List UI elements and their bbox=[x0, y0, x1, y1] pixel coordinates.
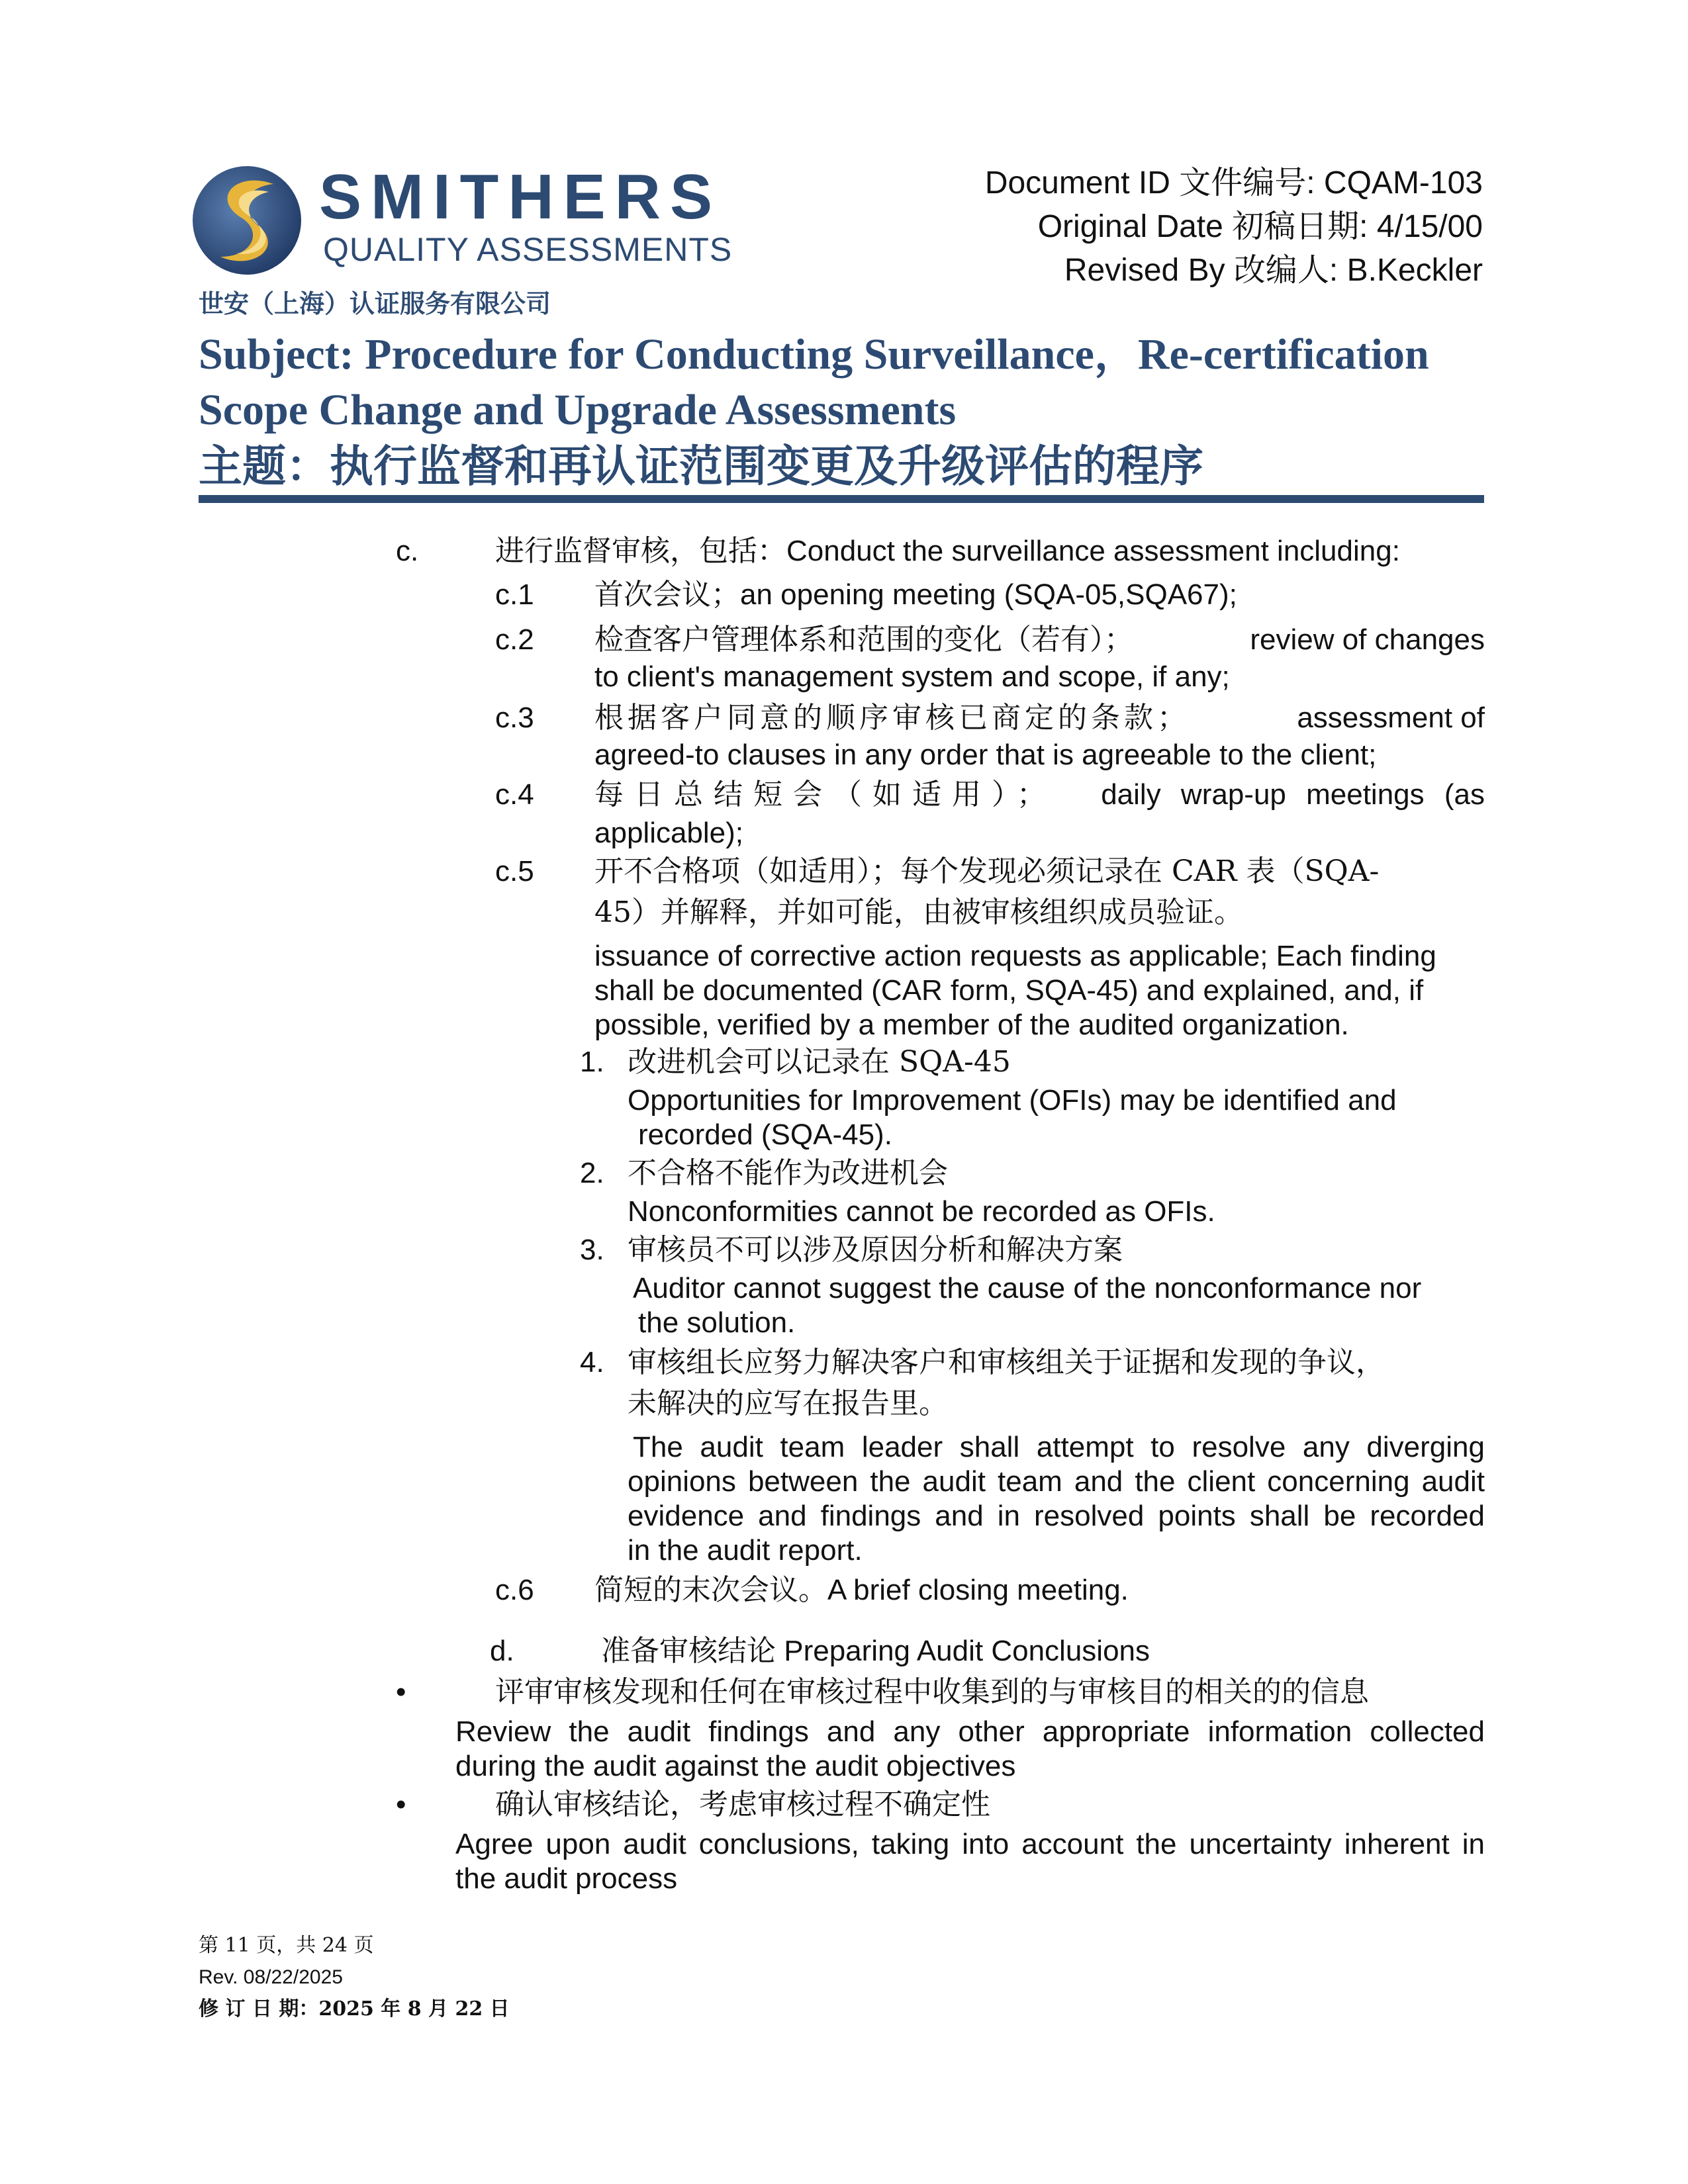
item-c5-label: c.5 bbox=[495, 855, 534, 887]
subitem-3-en-line1: Auditor cannot suggest the cause of the nonconformance nor bbox=[633, 1272, 1422, 1304]
subitem-1-en-line1: Opportunities for Improvement (OFIs) may be identified and bbox=[628, 1084, 1397, 1116]
page-number: 第 11 页，共 24 页 bbox=[199, 1934, 374, 1957]
section-d-heading: 准备审核结论 Preparing Audit Conclusions bbox=[601, 1634, 1150, 1668]
subitem-2-cn: 不合格不能作为改进机会 bbox=[628, 1156, 948, 1190]
item-c4-line1: 每日总结短会（如适用）； daily wrap-up meetings (as bbox=[594, 778, 1485, 811]
item-c4-label: c.4 bbox=[495, 778, 534, 811]
section-c-label: c. bbox=[396, 535, 419, 567]
item-c4-line2: applicable); bbox=[594, 817, 744, 849]
section-d-label: d. bbox=[490, 1635, 514, 1667]
item-c5-en-line2: shall be documented (CAR form, SQA-45) and explained, and, if bbox=[594, 974, 1424, 1007]
subitem-4-en-line3: evidence and findings and in resolved points shall be recorded bbox=[628, 1500, 1485, 1532]
bullet-1-en-line2: during the audit against the audit objectives bbox=[455, 1750, 1016, 1782]
item-c2-line2: to client's management system and scope, if any; bbox=[594, 660, 1230, 693]
item-c6-label: c.6 bbox=[495, 1574, 534, 1606]
item-c3-line1: 根据客户同意的顺序审核已商定的条款； assessment of bbox=[594, 701, 1485, 735]
original-date: Original Date 初稿日期: 4/15/00 bbox=[1037, 209, 1483, 244]
revised-by: Revised By 改编人: B.Keckler bbox=[1064, 253, 1483, 288]
item-c5-cn-line1: 开不合格项（如适用）；每个发现必须记录在 CAR 表（SQA- bbox=[594, 854, 1380, 888]
bullet-2-cn: 确认审核结论，考虑审核过程不确定性 bbox=[495, 1788, 990, 1821]
subitem-1-cn: 改进机会可以记录在 SQA-45 bbox=[628, 1045, 1011, 1079]
bullet-icon: • bbox=[396, 1676, 406, 1708]
revision-date-cn: 修 订 日 期：2025 年 8 月 22 日 bbox=[199, 1997, 510, 2021]
subitem-4-cn-line2: 未解决的应写在报告里。 bbox=[628, 1387, 948, 1420]
brand-subtitle: QUALITY ASSESSMENTS bbox=[323, 231, 733, 268]
bullet-2-en-line1: Agree upon audit conclusions, taking into account the uncertainty inherent in bbox=[455, 1828, 1485, 1860]
revision: Rev. 08/22/2025 bbox=[199, 1966, 343, 1988]
subitem-4-en-line1: The audit team leader shall attempt to resolve any diverging bbox=[633, 1431, 1485, 1463]
header-divider bbox=[199, 495, 1484, 503]
bullet-2-en-line2: the audit process bbox=[455, 1862, 678, 1895]
bullet-icon: • bbox=[396, 1788, 406, 1821]
section-c-heading: 进行监督审核，包括：Conduct the surveillance assessment including: bbox=[495, 534, 1400, 568]
subitem-1-en-line2: recorded (SQA-45). bbox=[638, 1118, 892, 1151]
subject-en-line2: Scope Change and Upgrade Assessments bbox=[199, 386, 957, 434]
subitem-3-en-line2: the solution. bbox=[638, 1306, 796, 1339]
item-c1-label: c.1 bbox=[495, 578, 534, 611]
item-c5-en-line1: issuance of corrective action requests as applicable; Each finding bbox=[594, 940, 1436, 972]
subitem-4-cn-line1: 审核组长应努力解决客户和审核组关于证据和发现的争议， bbox=[628, 1345, 1385, 1379]
company-name-cn: 世安（上海）认证服务有限公司 bbox=[199, 289, 551, 318]
subject-cn: 主题：执行监督和再认证范围变更及升级评估的程序 bbox=[199, 440, 1203, 492]
item-c2-label: c.2 bbox=[495, 623, 534, 656]
subitem-4-en-line4: in the audit report. bbox=[628, 1534, 863, 1567]
subitem-1-number: 1. bbox=[580, 1046, 604, 1078]
item-c2-line1: 检查客户管理体系和范围的变化（若有）； review of changes bbox=[594, 623, 1485, 657]
item-c5-cn-line2: 45）并解释，并如可能，由被审核组织成员验证。 bbox=[594, 895, 1243, 929]
subitem-3-number: 3. bbox=[580, 1234, 604, 1266]
footer bbox=[199, 1930, 510, 2025]
bullet-1-en-line1: Review the audit findings and any other appropriate information collected bbox=[455, 1715, 1485, 1748]
bullet-1-cn: 评审审核发现和任何在审核过程中收集到的与审核目的相关的的信息 bbox=[495, 1675, 1369, 1709]
subject-en-line1: Subject: Procedure for Conducting Surveillance，Re-certification bbox=[199, 330, 1429, 379]
document-meta bbox=[985, 161, 1483, 293]
item-c1-text: 首次会议；an opening meeting (SQA-05,SQA67); bbox=[594, 578, 1237, 612]
item-c3-label: c.3 bbox=[495, 702, 534, 734]
item-c6-text: 简短的末次会议。A brief closing meeting. bbox=[594, 1573, 1129, 1607]
subject-heading bbox=[199, 327, 1496, 494]
subitem-3-cn: 审核员不可以涉及原因分析和解决方案 bbox=[628, 1233, 1123, 1267]
subitem-4-en-line2: opinions between the audit team and the client concerning audit bbox=[628, 1465, 1485, 1498]
item-c5-en-line3: possible, verified by a member of the audited organization. bbox=[594, 1009, 1349, 1041]
subitem-4-number: 4. bbox=[580, 1346, 604, 1379]
subitem-2-number: 2. bbox=[580, 1157, 604, 1189]
subitem-2-en: Nonconformities cannot be recorded as OFIs. bbox=[628, 1195, 1215, 1228]
brand-name: SMITHERS bbox=[319, 161, 722, 232]
document-id: Document ID 文件编号: CQAM-103 bbox=[984, 165, 1483, 201]
item-c3-line2: agreed-to clauses in any order that is agreeable to the client; bbox=[594, 739, 1377, 771]
